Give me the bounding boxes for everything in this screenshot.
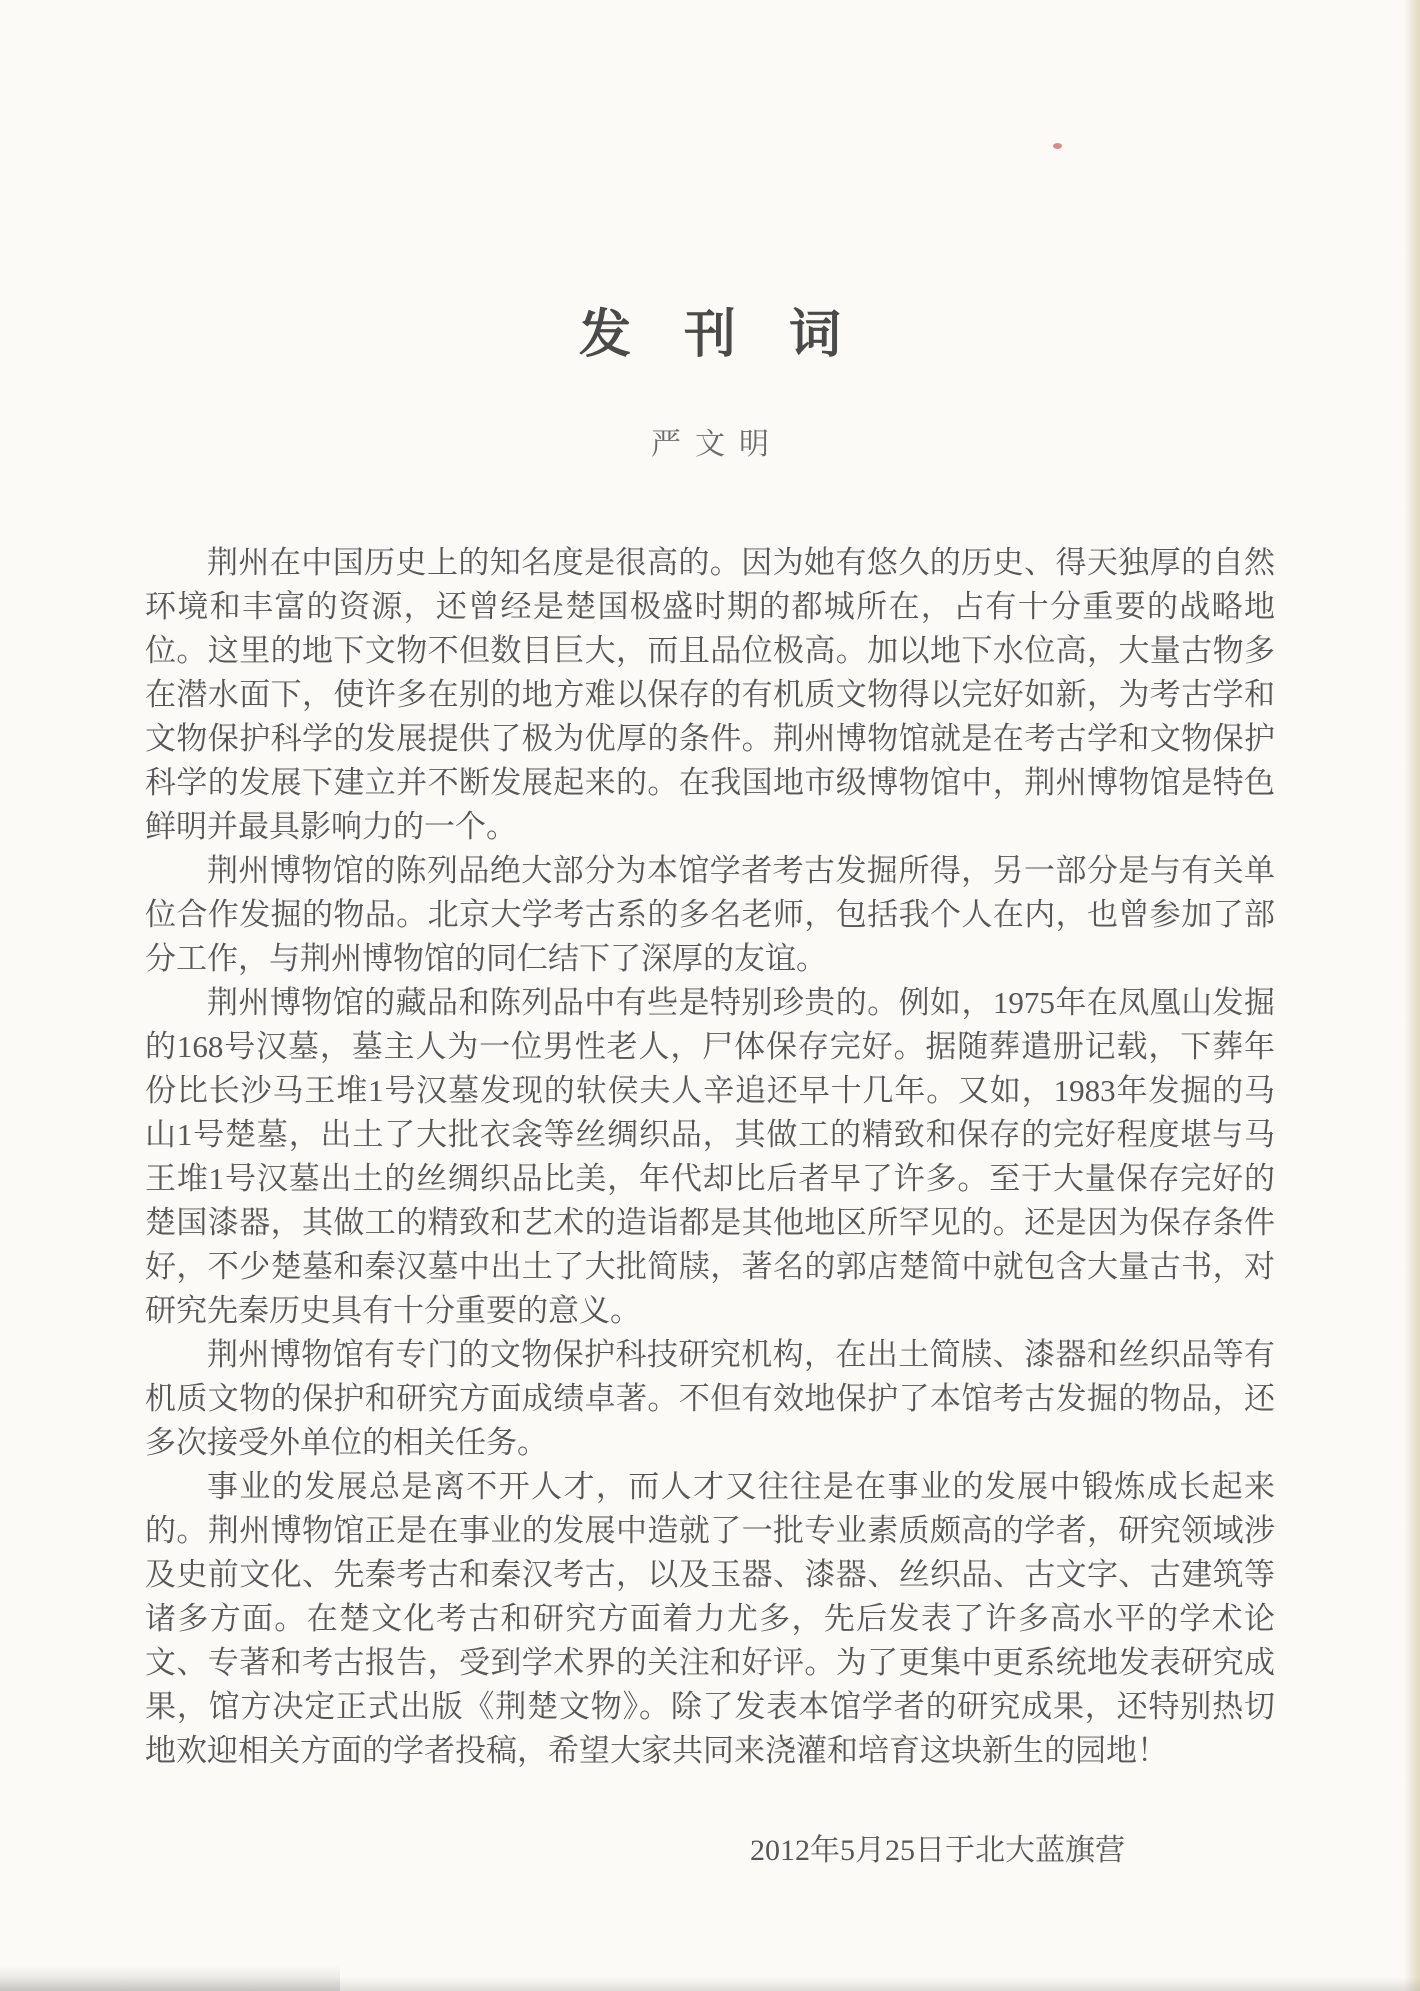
paragraph-2: 荆州博物馆的陈列品绝大部分为本馆学者考古发掘所得，另一部分是与有关单位合作发掘的物品。北京大学考古系的多名老师，包括我个人在内，也曾参加了部分工作，与荆州博物馆的同仁结下了深厚的友谊。 <box>145 853 1275 976</box>
page-title: 发 刊 词 <box>578 307 861 364</box>
paragraph-5: 事业的发展总是离不开人才，而人才又往往是在事业的发展中锻炼成长起来的。荆州博物馆正是在事业的发展中造就了一批专业素质颇高的学者，研究领域涉及史前文化、先秦考古和秦汉考古，以及玉器、漆器、丝织品、古文字、古建筑等诸多方面。在楚文化考古和研究方面着力尤多，先后发表了许多高水平的学术论文、专著和考古报告，受到学术界的关注和好评。为了更集中更系统地发表研究成果，馆方决定正式出版《荆楚文物》。除了发表本馆学者的研究成果，还特别热切地欢迎相关方面的学者投稿，希望大家共同来浇灌和培育这块新生的园地！ <box>145 1469 1275 1768</box>
paragraph-1: 荆州在中国历史上的知名度是很高的。因为她有悠久的历史、得天独厚的自然环境和丰富的资源，还曾经是楚国极盛时期的都城所在，占有十分重要的战略地位。这里的地下文物不但数目巨大，而且品位极高。加以地下水位高，大量古物多在潜水面下，使许多在别的地方难以保存的有机质文物得以完好如新，为考古学和文物保护科学的发展提供了极为优厚的条件。荆州博物馆就是在考古学和文物保护科学的发展下建立并不断发展起来的。在我国地市级博物馆中，荆州博物馆是特色鲜明并最具影响力的一个。 <box>145 545 1275 844</box>
author-name: 严文明 <box>651 428 783 461</box>
dateline: 2012年5月25日于北大蓝旗营 <box>750 1834 1125 1867</box>
paragraph-4: 荆州博物馆有专门的文物保护科技研究机构，在出土简牍、漆器和丝织品等有机质文物的保护和研究方面成绩卓著。不但有效地保护了本馆考古发掘的物品，还多次接受外单位的相关任务。 <box>145 1337 1275 1460</box>
paragraph-3: 荆州博物馆的藏品和陈列品中有些是特别珍贵的。例如，1975年在凤凰山发掘的168号汉墓，墓主人为一位男性老人，尸体保存完好。据随葬遣册记载，下葬年份比长沙马王堆1号汉墓发现的轪侯夫人辛追还早十几年。又如，1983年发掘的马山1号楚墓，出土了大批衣衾等丝绸织品，其做工的精致和保存的完好程度堪与马王堆1号汉墓出土的丝绸织品比美，年代却比后者早了许多。至于大量保存完好的楚国漆器，其做工的精致和艺术的造诣都是其他地区所罕见的。还是因为保存条件好，不少楚墓和秦汉墓中出土了大批简牍，著名的郭店楚简中就包含大量古书，对研究先秦历史具有十分重要的意义。 <box>145 985 1275 1328</box>
scan-edge-bottom <box>0 1977 1420 1991</box>
document-body <box>145 541 1275 1773</box>
scan-corner-bottom-left <box>0 1965 340 1991</box>
